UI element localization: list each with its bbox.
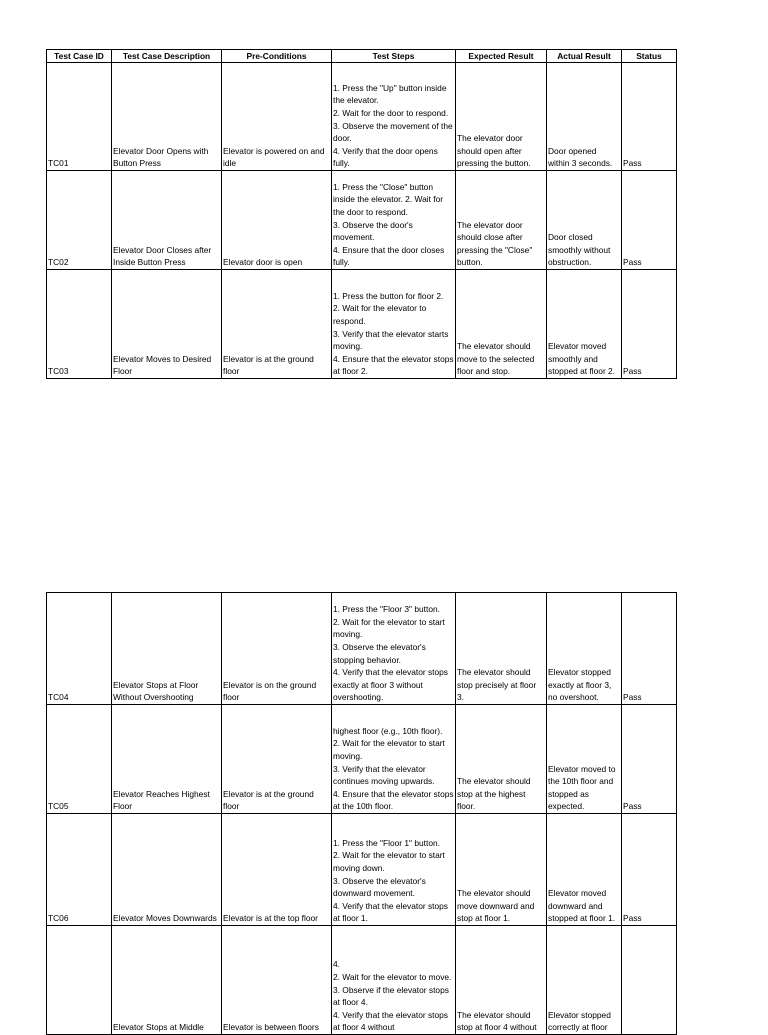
- test-case-id-cell: TC02: [47, 171, 112, 270]
- table-row: [47, 63, 677, 171]
- expected-result-cell: The elevator should move to the selected floor and stop.: [456, 270, 547, 379]
- header-actual-result: Actual Result: [547, 50, 622, 63]
- description-cell: Elevator Stops at Middle: [112, 926, 222, 1035]
- preconditions-cell: Elevator is powered on and idle: [222, 63, 332, 171]
- actual-result-cell: Elevator moved to the 10th floor and stopped as expected.: [547, 705, 622, 814]
- header-test-steps: Test Steps: [332, 50, 456, 63]
- preconditions-cell: Elevator is between floors: [222, 926, 332, 1035]
- description-cell: Elevator Moves to Desired Floor: [112, 270, 222, 379]
- expected-result-cell: The elevator should stop precisely at floor 3.: [456, 593, 547, 705]
- preconditions-cell: Elevator is at the ground floor: [222, 705, 332, 814]
- test-steps-cell: 1. Press the "Floor 1" button. 2. Wait for the elevator to start moving down. 3. Observe the elevator's downward movement. 4. Verify that the elevator stops at floor 1.: [332, 814, 456, 926]
- status-cell: [622, 926, 677, 1035]
- description-cell: Elevator Reaches Highest Floor: [112, 705, 222, 814]
- test-case-id-cell: TC03: [47, 270, 112, 379]
- test-steps-cell: 1. Press the button for floor 2. 2. Wait for the elevator to respond. 3. Verify that the elevator starts moving. 4. Ensure that the elevator stops at floor 2.: [332, 270, 456, 379]
- test-case-id-cell: TC05: [47, 705, 112, 814]
- description-cell: Elevator Stops at Floor Without Overshooting: [112, 593, 222, 705]
- status-cell: Pass: [622, 270, 677, 379]
- table-row: [47, 814, 677, 926]
- header-test-case-description: Test Case Description: [112, 50, 222, 63]
- preconditions-cell: Elevator is on the ground floor: [222, 593, 332, 705]
- description-cell: Elevator Moves Downwards: [112, 814, 222, 926]
- test-case-table-lower: [46, 592, 677, 1035]
- table-row: [47, 171, 677, 270]
- header-test-case-id: Test Case ID: [47, 50, 112, 63]
- expected-result-cell: The elevator should stop at the highest floor.: [456, 705, 547, 814]
- actual-result-cell: Elevator stopped exactly at floor 3, no overshoot.: [547, 593, 622, 705]
- test-steps-cell: 4. 2. Wait for the elevator to move. 3. Observe if the elevator stops at floor 4. 4. Verify that the elevator stops at floor 4 without: [332, 926, 456, 1035]
- header-row: [47, 50, 677, 63]
- test-case-id-cell: [47, 926, 112, 1035]
- table-row: [47, 926, 677, 1035]
- actual-result-cell: Elevator moved downward and stopped at floor 1.: [547, 814, 622, 926]
- status-cell: Pass: [622, 171, 677, 270]
- expected-result-cell: The elevator should stop at floor 4 without: [456, 926, 547, 1035]
- description-cell: Elevator Door Opens with Button Press: [112, 63, 222, 171]
- test-case-table-upper: [46, 49, 677, 379]
- preconditions-cell: Elevator is at the ground floor: [222, 270, 332, 379]
- status-cell: Pass: [622, 814, 677, 926]
- test-steps-cell: 1. Press the "Floor 3" button. 2. Wait for the elevator to start moving. 3. Observe the elevator's stopping behavior. 4. Verify that the elevator stops exactly at floor 3 without overshooting.: [332, 593, 456, 705]
- actual-result-cell: Door closed smoothly without obstruction.: [547, 171, 622, 270]
- test-steps-cell: 1. Press the "Up" button inside the elevator. 2. Wait for the door to respond. 3. Observe the movement of the door. 4. Verify that the door opens fully.: [332, 63, 456, 171]
- expected-result-cell: The elevator door should close after pressing the "Close" button.: [456, 171, 547, 270]
- table-row: [47, 270, 677, 379]
- expected-result-cell: The elevator door should open after pressing the button.: [456, 63, 547, 171]
- header-pre-conditions: Pre-Conditions: [222, 50, 332, 63]
- test-steps-cell: highest floor (e.g., 10th floor). 2. Wait for the elevator to start moving. 3. Verify that the elevator continues moving upwards. 4. Ensure that the elevator stops at the 10th floor.: [332, 705, 456, 814]
- status-cell: Pass: [622, 63, 677, 171]
- preconditions-cell: Elevator is at the top floor: [222, 814, 332, 926]
- table-row: [47, 593, 677, 705]
- preconditions-cell: Elevator door is open: [222, 171, 332, 270]
- actual-result-cell: Door opened within 3 seconds.: [547, 63, 622, 171]
- status-cell: Pass: [622, 593, 677, 705]
- header-status: Status: [622, 50, 677, 63]
- test-case-id-cell: TC06: [47, 814, 112, 926]
- actual-result-cell: Elevator stopped correctly at floor: [547, 926, 622, 1035]
- header-expected-result: Expected Result: [456, 50, 547, 63]
- test-case-id-cell: TC01: [47, 63, 112, 171]
- expected-result-cell: The elevator should move downward and stop at floor 1.: [456, 814, 547, 926]
- actual-result-cell: Elevator moved smoothly and stopped at floor 2.: [547, 270, 622, 379]
- status-cell: Pass: [622, 705, 677, 814]
- table-row: [47, 705, 677, 814]
- test-case-id-cell: TC04: [47, 593, 112, 705]
- description-cell: Elevator Door Closes after Inside Button Press: [112, 171, 222, 270]
- test-steps-cell: 1. Press the "Close" button inside the elevator. 2. Wait for the door to respond. 3. Observe the door's movement. 4. Ensure that the door closes fully.: [332, 171, 456, 270]
